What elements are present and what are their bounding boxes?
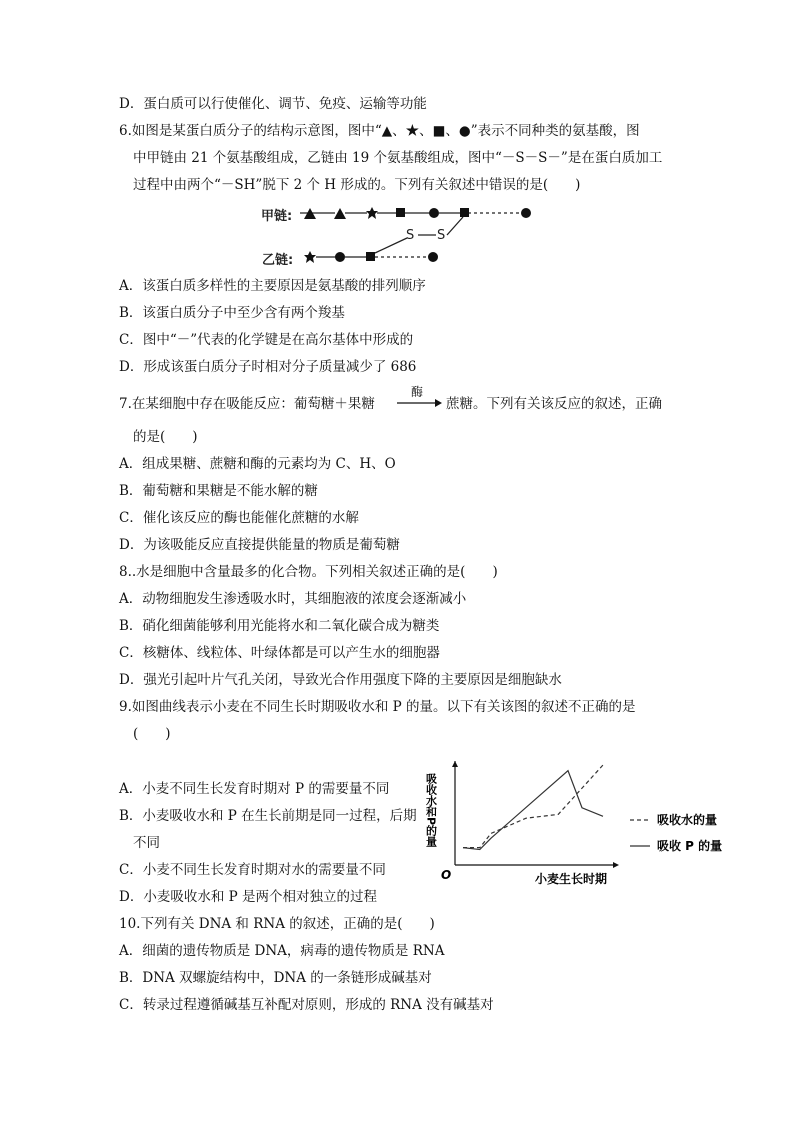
q8-option-d: D．强光引起叶片气孔关闭，导致光合作用强度下降的主要原因是细胞缺水 <box>119 672 562 688</box>
q6-option-b: B．该蛋白质分子中至少含有两个羧基 <box>119 305 345 321</box>
enzyme-label: 酶 <box>411 385 424 399</box>
q7-stem-post: 蔗糖。下列有关该反应的叙述，正确 <box>446 396 662 412</box>
sulfur-label-2: S <box>437 228 446 243</box>
q9-option-c: C．小麦不同生长发育时期对水的需要量不同 <box>119 862 386 878</box>
q6-stem-line3: 过程中由两个“－SH”脱下 2 个 H 形成的。下列有关叙述中错误的是( ) <box>133 177 581 193</box>
q8-option-c: C．核糖体、线粒体、叶绿体都是可以产生水的细胞器 <box>119 645 440 661</box>
q10-option-b: B．DNA 双螺旋结构中，DNA 的一条链形成碱基对 <box>119 970 432 986</box>
q9-option-b: B．小麦吸收水和 P 在生长前期是同一过程，后期 <box>119 808 417 824</box>
q9-option-a: A．小麦不同生长发育时期对 P 的需要量不同 <box>119 781 390 797</box>
q5-option-d: D．蛋白质可以行使催化、调节、免疫、运输等功能 <box>119 96 427 112</box>
star-icon <box>304 251 316 263</box>
legend-label-0: 吸收水的量 <box>657 813 718 827</box>
circle-icon <box>429 208 439 218</box>
circle-icon <box>521 208 531 218</box>
q9-option-b-cont: 不同 <box>133 835 160 851</box>
chain-a-label: 甲链: <box>261 209 293 224</box>
square-icon <box>396 208 405 217</box>
chain-b-label: 乙链: <box>262 253 294 268</box>
q7-option-d: D．为该吸能反应直接提供能量的物质是葡萄糖 <box>119 537 400 553</box>
y-axis-label: 吸收水和P的量 <box>425 773 438 848</box>
q9-stem: 9.如图曲线表示小麦在不同生长时期吸收水和 P 的量。以下有关该图的叙述不正确的是 <box>119 699 636 715</box>
q7-option-b: B．葡萄糖和果糖是不能水解的糖 <box>119 483 318 499</box>
q10-option-c: C．转录过程遵循碱基互补配对原则，形成的 RNA 没有碱基对 <box>119 997 494 1013</box>
star-icon <box>366 207 378 219</box>
q8-option-a: A．动物细胞发生渗透吸水时，其细胞液的浓度会逐渐减小 <box>119 591 467 607</box>
enzyme-arrow <box>395 383 443 413</box>
circle-icon <box>428 252 438 262</box>
origin-label: O <box>441 868 452 882</box>
circle-icon <box>335 252 345 262</box>
q7-option-a: A．组成果糖、蔗糖和酶的元素均为 C、H、O <box>119 456 396 472</box>
square-icon <box>460 208 469 217</box>
q7-stem-pre: 7.在某细胞中存在吸能反应：葡萄糖＋果糖 <box>119 396 375 412</box>
sulfur-label-1: S <box>406 228 415 243</box>
protein-chains-svg <box>0 0 794 270</box>
x-axis-label: 小麦生长时期 <box>535 872 608 886</box>
series-line-1 <box>463 771 603 850</box>
q10-stem: 10.下列有关 DNA 和 RNA 的叙述，正确的是( ) <box>119 916 435 932</box>
q6-option-d: D．形成该蛋白质分子时相对分子质量减少了 686 <box>119 359 417 375</box>
q8-stem: 8..水是细胞中含量最多的化合物。下列相关叙述正确的是( ) <box>119 564 498 580</box>
q9-stem-line2: ( ) <box>133 726 171 742</box>
q10-option-a: A．细菌的遗传物质是 DNA，病毒的遗传物质是 RNA <box>119 943 445 959</box>
q7-stem-line2: 的是( ) <box>133 429 198 445</box>
square-icon <box>366 252 375 261</box>
triangle-icon <box>334 208 346 219</box>
q8-option-b: B．硝化细菌能够利用光能将水和二氧化碳合成为糖类 <box>119 618 440 634</box>
q9-option-d: D．小麦吸收水和 P 是两个相对独立的过程 <box>119 889 377 905</box>
wheat-absorption-chart <box>425 755 735 890</box>
q6-option-a: A．该蛋白质多样性的主要原因是氨基酸的排列顺序 <box>119 278 426 294</box>
q7-option-c: C．催化该反应的酶也能催化蔗糖的水解 <box>119 510 359 526</box>
q6-stem-line1: 6.如图是某蛋白质分子的结构示意图，图中“▲、★、■、●”表示不同种类的氨基酸，图 <box>119 123 640 139</box>
legend-label-1: 吸收 P 的量 <box>657 839 723 853</box>
q6-option-c: C．图中“－”代表的化学键是在高尔基体中形成的 <box>119 332 414 348</box>
q6-stem-line2: 中甲链由 21 个氨基酸组成，乙链由 19 个氨基酸组成，图中“－S－S－”是在蛋白质加工 <box>133 150 663 166</box>
